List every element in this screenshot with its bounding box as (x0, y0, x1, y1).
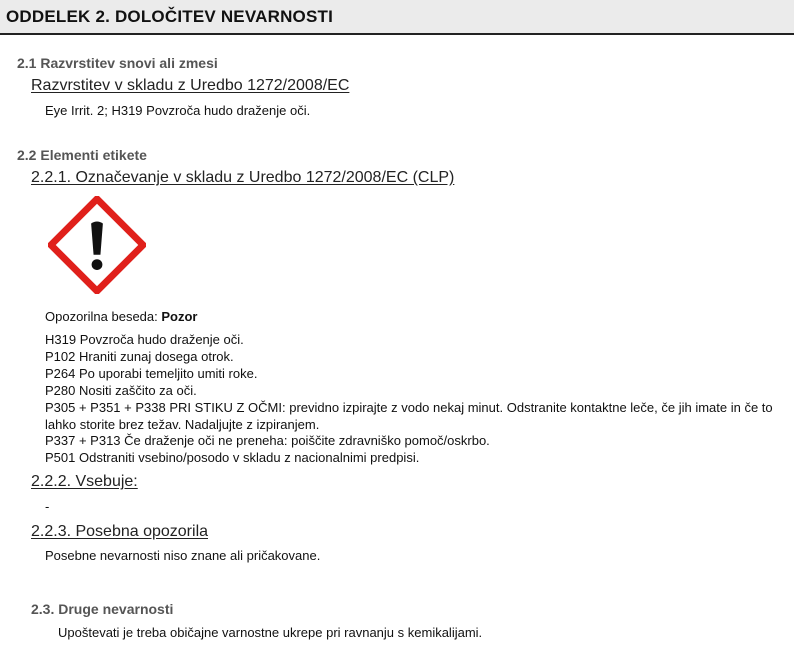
statement-p280: P280 Nositi zaščito za oči. (45, 383, 197, 398)
heading-2-3: 2.3. Druge nevarnosti (31, 601, 174, 617)
subheading-classification: Razvrstitev v skladu z Uredbo 1272/2008/EC (31, 77, 350, 94)
subheading-contains: 2.2.2. Vsebuje: (31, 473, 138, 490)
ghs07-exclamation-mark-icon (48, 196, 146, 294)
statement-h319: H319 Povzroča hudo draženje oči. (45, 332, 244, 347)
signal-word: Pozor (161, 309, 198, 324)
heading-2-2: 2.2 Elementi etikete (17, 147, 147, 163)
signal-word-label: Opozorilna beseda: (45, 309, 162, 324)
classification-text: Eye Irrit. 2; H319 Povzroča hudo draženje oči. (45, 103, 311, 118)
statement-p102: P102 Hraniti zunaj dosega otrok. (45, 349, 234, 364)
statement-p337: P337 + P313 Če draženje oči ne preneha: poiščite zdravniško pomoč/oskrbo. (45, 433, 490, 448)
contains-value: - (45, 499, 50, 514)
signal-word-line (45, 309, 197, 324)
statement-p501: P501 Odstraniti vsebino/posodo v skladu z nacionalnimi predpisi. (45, 450, 420, 465)
subheading-labelling: 2.2.1. Označevanje v skladu z Uredbo 1272/2008/EC (CLP) (31, 169, 455, 186)
statement-p305: P305 + P351 + P338 PRI STIKU Z OČMI: previdno izpirajte z vodo nekaj minut. Odstranite kontaktne leče, če jih imate in če to lahko storite brez težav. Nadaljujte z izpiranjem. (45, 400, 773, 432)
other-hazards-text: Upoštevati je treba običajne varnostne ukrepe pri ravnanju s kemikalijami. (58, 625, 483, 640)
statement-p264: P264 Po uporabi temeljito umiti roke. (45, 366, 258, 381)
heading-2-1: 2.1 Razvrstitev snovi ali zmesi (17, 55, 218, 71)
subheading-special-warnings: 2.2.3. Posebna opozorila (31, 523, 209, 540)
section-header-bar (0, 0, 794, 35)
section-title: ODDELEK 2. DOLOČITEV NEVARNOSTI (6, 7, 334, 26)
special-warnings-text: Posebne nevarnosti niso znane ali pričakovane. (45, 548, 321, 563)
